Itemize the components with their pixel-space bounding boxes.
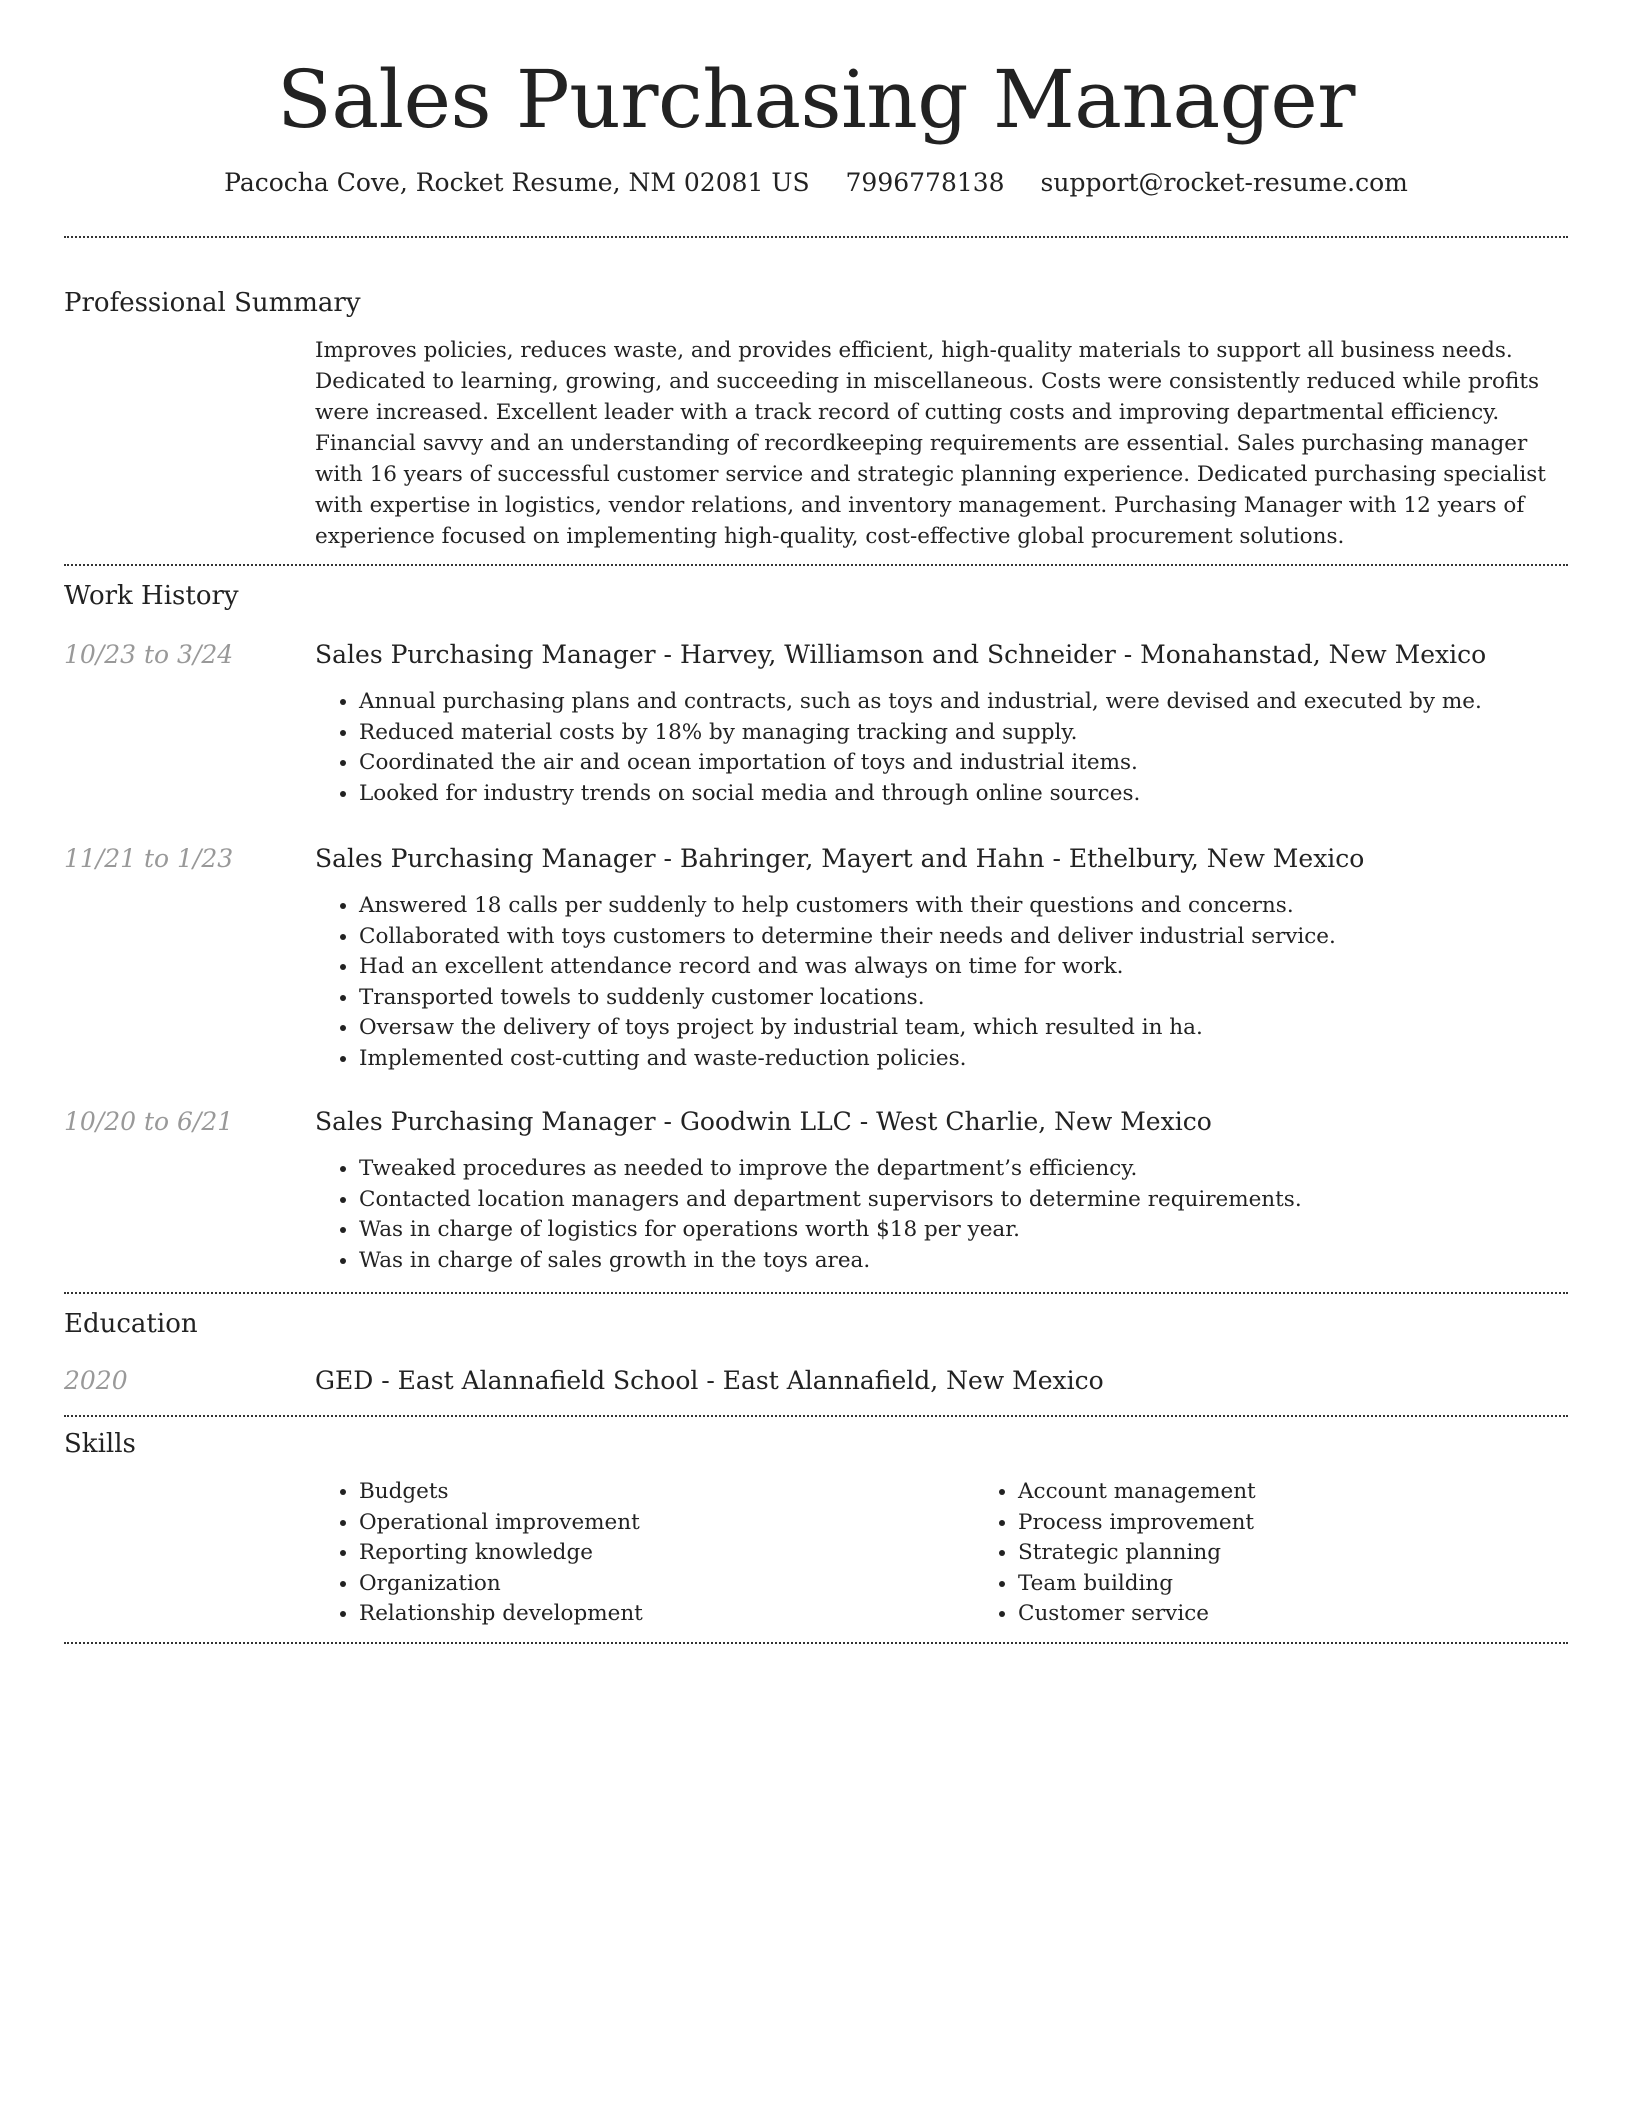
section-divider — [64, 1642, 1568, 1644]
job-bullets — [315, 1154, 1568, 1276]
list-item: • Customer service — [1018, 1599, 1632, 1630]
job-dates: 11/21 to 1/23 — [64, 844, 234, 873]
summary-section — [64, 286, 1568, 552]
list-item: • Account management — [1018, 1477, 1632, 1508]
education-year: 2020 — [64, 1366, 128, 1395]
section-divider — [64, 1292, 1568, 1294]
contact-address: Pacocha Cove, Rocket Resume, NM 02081 US — [224, 168, 810, 197]
skills-heading: Skills — [64, 1429, 136, 1459]
list-item: • Answered 18 calls per suddenly to help customers with their questions and concerns. — [359, 891, 1568, 922]
list-item: • Transported towels to suddenly customer locations. — [359, 983, 1568, 1014]
list-item: • Was in charge of logistics for operations worth $18 per year. — [359, 1215, 1568, 1246]
list-item: • Collaborated with toys customers to determine their needs and deliver industrial service. — [359, 922, 1568, 953]
section-divider — [64, 236, 1568, 238]
work-history-section — [64, 579, 1568, 1276]
job-entry — [64, 843, 1568, 1074]
section-divider — [64, 1415, 1568, 1417]
job-dates: 10/23 to 3/24 — [64, 640, 234, 669]
list-item: • Was in charge of sales growth in the toys area. — [359, 1246, 1568, 1277]
education-heading-text: GED - East Alannafield School - East Alannafield, New Mexico — [315, 1366, 1104, 1395]
skills-section — [64, 1427, 1568, 1630]
education-entry — [64, 1365, 1568, 1397]
job-entry — [64, 639, 1568, 809]
education-heading: Education — [64, 1309, 198, 1339]
section-divider — [64, 564, 1568, 566]
list-item: • Relationship development — [359, 1599, 974, 1630]
job-bullets — [315, 891, 1568, 1074]
job-dates: 10/20 to 6/21 — [64, 1107, 234, 1136]
list-item: • Team building — [1018, 1569, 1632, 1600]
list-item: • Budgets — [359, 1477, 974, 1508]
list-item: • Looked for industry trends on social media and through online sources. — [359, 779, 1568, 810]
skills-grid — [315, 1477, 1632, 1630]
skills-list-right — [974, 1477, 1632, 1630]
job-bullets — [315, 687, 1568, 809]
job-heading: Sales Purchasing Manager - Bahringer, Mayert and Hahn - Ethelbury, New Mexico — [315, 844, 1365, 873]
list-item: • Reporting knowledge — [359, 1538, 974, 1569]
list-item: • Implemented cost-cutting and waste-reduction policies. — [359, 1044, 1568, 1075]
contact-phone: 7996778138 — [845, 168, 1005, 197]
contact-email: support@rocket-resume.com — [1040, 168, 1408, 197]
list-item: • Coordinated the air and ocean importation of toys and industrial items. — [359, 748, 1568, 779]
list-item: • Annual purchasing plans and contracts, such as toys and industrial, were devised and executed by me. — [359, 687, 1568, 718]
list-item: • Had an excellent attendance record and was always on time for work. — [359, 952, 1568, 983]
work-history-heading: Work History — [64, 581, 239, 611]
list-item: • Oversaw the delivery of toys project by industrial team, which resulted in ha. — [359, 1013, 1568, 1044]
list-item: • Operational improvement — [359, 1508, 974, 1539]
list-item: • Organization — [359, 1569, 974, 1600]
list-item: • Contacted location managers and department supervisors to determine requirements. — [359, 1185, 1568, 1216]
job-heading: Sales Purchasing Manager - Harvey, Williamson and Schneider - Monahanstad, New Mexico — [315, 640, 1487, 669]
summary-text: Improves policies, reduces waste, and provides efficient, high-quality materials to support all business needs. Dedicated to learning, growing, and succeeding in miscellaneous. Costs were consistently reduced while profits were increased. Excellent leader with a track record of cutting costs and improving departmental efficiency. Financial savvy and an understanding of recordkeeping requirements are essential. Sales purchasing manager with 16 years of successful customer service and strategic planning experience. Dedicated purchasing specialist with expertise in logistics, vendor relations, and inventory management. Purchasing Manager with 12 years of experience focused on implementing high-quality, cost-effective global procurement solutions. — [315, 338, 1546, 549]
candidate-name: Sales Purchasing Manager — [277, 53, 1355, 146]
contact-line — [64, 166, 1568, 200]
list-item: • Strategic planning — [1018, 1538, 1632, 1569]
list-item: • Tweaked procedures as needed to improve the department’s efficiency. — [359, 1154, 1568, 1185]
resume-header — [64, 0, 1568, 200]
list-item: • Reduced material costs by 18% by managing tracking and supply. — [359, 718, 1568, 749]
education-section — [64, 1307, 1568, 1397]
summary-heading: Professional Summary — [64, 288, 361, 318]
skills-list-left — [315, 1477, 974, 1630]
list-item: • Process improvement — [1018, 1508, 1632, 1539]
job-heading: Sales Purchasing Manager - Goodwin LLC - West Charlie, New Mexico — [315, 1107, 1212, 1136]
job-entry — [64, 1106, 1568, 1276]
